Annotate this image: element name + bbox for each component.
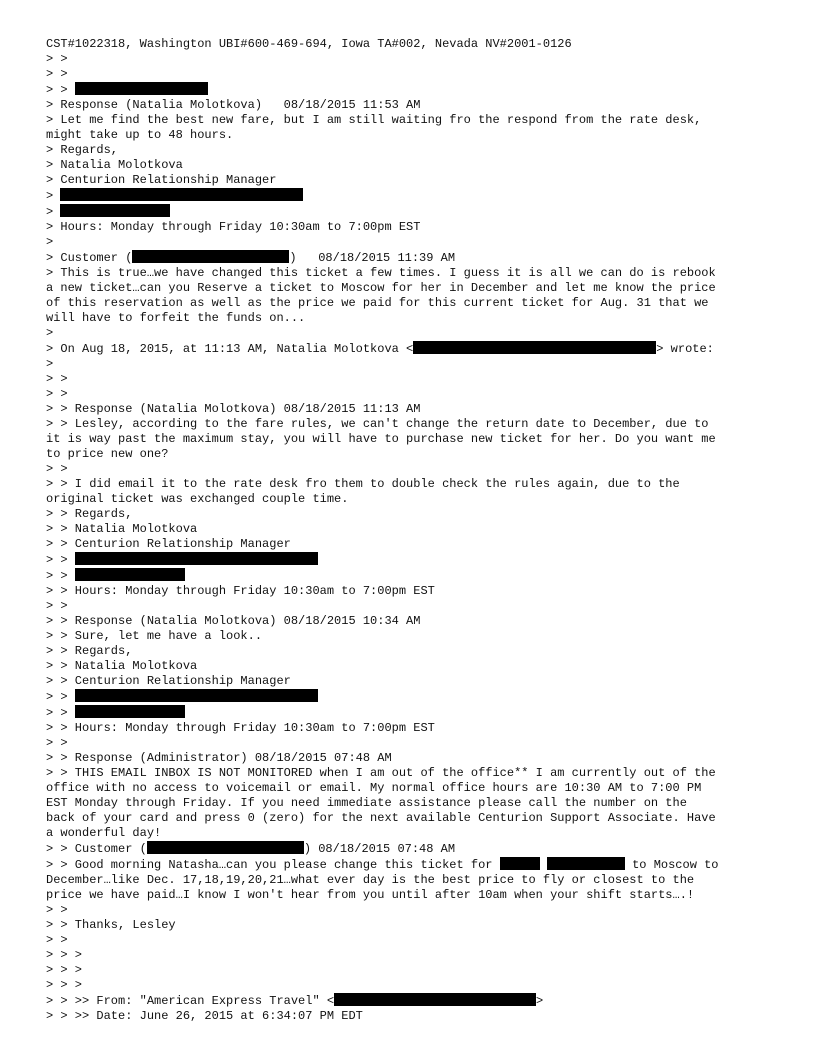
redaction-box bbox=[75, 552, 318, 565]
line-text: > > THIS EMAIL INBOX IS NOT MONITORED when I am out of the office** I am currently out of the office with no access to voicemail or email. My normal office hours are 10:30 AM to 7:00 PM EST Monday through Friday. If you need immediate assistance please call the number on the back of your card and press 0 (zero) for the next available Centurion Support Associate. Have a wonderful day! bbox=[46, 766, 716, 840]
line-text: > wrote: bbox=[656, 342, 714, 356]
line-text: > > bbox=[46, 736, 68, 750]
email-line bbox=[46, 173, 786, 188]
line-text: > > >> Date: June 26, 2015 at 6:34:07 PM EDT bbox=[46, 1009, 363, 1023]
line-text: > > Response (Natalia Molotkova) 08/18/2015 11:13 AM bbox=[46, 402, 421, 416]
line-text bbox=[540, 858, 547, 872]
email-line bbox=[46, 721, 786, 736]
line-text: > > >> From: "American Express Travel" < bbox=[46, 994, 335, 1008]
line-text: > > bbox=[46, 690, 75, 704]
line-text: > > Hours: Monday through Friday 10:30am to 7:00pm EST bbox=[46, 584, 435, 598]
line-text: CST#1022318, Washington UBI#600-469-694, Iowa TA#002, Nevada NV#2001-0126 bbox=[46, 37, 572, 51]
email-line bbox=[46, 204, 786, 220]
redaction-box bbox=[75, 705, 185, 718]
line-text: > > Response (Administrator) 08/18/2015 07:48 AM bbox=[46, 751, 392, 765]
line-text: > > bbox=[46, 903, 68, 917]
line-text: > > bbox=[46, 372, 68, 386]
email-line bbox=[46, 841, 786, 857]
email-line bbox=[46, 98, 786, 113]
email-line bbox=[46, 751, 786, 766]
line-text: > bbox=[46, 205, 61, 219]
email-line bbox=[46, 235, 786, 250]
email-line bbox=[46, 629, 786, 644]
line-text: > > Natalia Molotkova bbox=[46, 659, 198, 673]
line-text: > > Sure, let me have a look.. bbox=[46, 629, 263, 643]
line-text: > Customer ( bbox=[46, 251, 133, 265]
line-text: > > bbox=[46, 933, 68, 947]
email-line bbox=[46, 372, 786, 387]
redaction-box bbox=[75, 568, 185, 581]
line-text: > > bbox=[46, 569, 75, 583]
email-line bbox=[46, 978, 786, 993]
line-text: > > Centurion Relationship Manager bbox=[46, 674, 291, 688]
line-text: > > bbox=[46, 599, 68, 613]
line-text: > > Centurion Relationship Manager bbox=[46, 537, 291, 551]
line-text: > This is true…we have changed this ticket a few times. I guess it is all we can do is rebook a new ticket…can you Reserve a ticket to Moscow for her in December and let me know the price of this reservation as well as the price we paid for this current ticket for Aug. 31 that we will have to forfeit the funds on... bbox=[46, 266, 716, 325]
line-text: > > Regards, bbox=[46, 644, 133, 658]
redaction-box bbox=[60, 188, 303, 201]
line-text: > bbox=[46, 326, 54, 340]
line-text: > > Lesley, according to the fare rules, we can't change the return date to December, due to it is way past the maximum stay, you will have to purchase new ticket for her. Do you want me to price new one? bbox=[46, 417, 716, 461]
email-line bbox=[46, 857, 786, 903]
redaction-box bbox=[132, 250, 289, 263]
email-line bbox=[46, 537, 786, 552]
line-text: > Let me find the best new fare, but I am still waiting fro the respond from the rate desk, might take up to 48 hours. bbox=[46, 113, 702, 142]
line-text: > > > bbox=[46, 948, 83, 962]
email-line bbox=[46, 674, 786, 689]
email-thread-document bbox=[46, 37, 786, 1024]
line-text: > > > bbox=[46, 978, 83, 992]
email-line bbox=[46, 614, 786, 629]
email-line bbox=[46, 158, 786, 173]
email-line bbox=[46, 933, 786, 948]
line-text: > > bbox=[46, 52, 68, 66]
email-line bbox=[46, 507, 786, 522]
email-line bbox=[46, 143, 786, 158]
line-text: > > Regards, bbox=[46, 507, 133, 521]
line-text: > > I did email it to the rate desk fro them to double check the rules again, due to the original ticket was exchanged couple time. bbox=[46, 477, 680, 506]
email-line bbox=[46, 766, 786, 841]
redaction-box bbox=[334, 993, 536, 1006]
redaction-box bbox=[75, 82, 208, 95]
email-line bbox=[46, 689, 786, 705]
redaction-box bbox=[547, 857, 625, 870]
email-line bbox=[46, 266, 786, 326]
line-text: > > bbox=[46, 706, 75, 720]
line-text: ) 08/18/2015 11:39 AM bbox=[289, 251, 456, 265]
line-text: > > bbox=[46, 83, 75, 97]
email-line bbox=[46, 568, 786, 584]
line-text: > bbox=[536, 994, 544, 1008]
line-text: > > bbox=[46, 462, 68, 476]
email-line bbox=[46, 552, 786, 568]
email-line bbox=[46, 948, 786, 963]
email-line bbox=[46, 705, 786, 721]
redaction-box bbox=[500, 857, 540, 870]
email-line bbox=[46, 736, 786, 751]
email-line bbox=[46, 584, 786, 599]
email-line bbox=[46, 477, 786, 507]
email-line bbox=[46, 417, 786, 462]
line-text: > Regards, bbox=[46, 143, 119, 157]
email-line bbox=[46, 402, 786, 417]
email-line bbox=[46, 250, 786, 266]
line-text: > On Aug 18, 2015, at 11:13 AM, Natalia Molotkova < bbox=[46, 342, 414, 356]
email-line bbox=[46, 918, 786, 933]
email-line bbox=[46, 52, 786, 67]
redaction-box bbox=[60, 204, 170, 217]
email-line bbox=[46, 644, 786, 659]
email-line bbox=[46, 357, 786, 372]
line-text: ) 08/18/2015 07:48 AM bbox=[303, 842, 456, 856]
email-line bbox=[46, 341, 786, 357]
email-line bbox=[46, 903, 786, 918]
email-line bbox=[46, 37, 786, 52]
line-text: > Response (Natalia Molotkova) 08/18/2015 11:53 AM bbox=[46, 98, 421, 112]
email-line bbox=[46, 462, 786, 477]
email-line bbox=[46, 522, 786, 537]
email-line bbox=[46, 113, 786, 143]
email-line bbox=[46, 67, 786, 82]
line-text: > > bbox=[46, 67, 68, 81]
redaction-box bbox=[413, 341, 656, 354]
line-text: > > bbox=[46, 387, 68, 401]
email-line bbox=[46, 599, 786, 614]
line-text: > Natalia Molotkova bbox=[46, 158, 183, 172]
redaction-box bbox=[75, 689, 318, 702]
email-line bbox=[46, 220, 786, 235]
line-text: > > bbox=[46, 553, 75, 567]
email-line bbox=[46, 326, 786, 341]
email-line bbox=[46, 963, 786, 978]
line-text: to Moscow to December…like Dec. 17,18,19,20,21…what ever day is the best price to fly or closest to the price we have paid…I know I won't hear from you until after 10am when your shift starts….! bbox=[46, 858, 719, 902]
email-line bbox=[46, 387, 786, 402]
line-text: > bbox=[46, 235, 54, 249]
line-text: > > Good morning Natasha…can you please change this ticket for bbox=[46, 858, 500, 872]
line-text: > Centurion Relationship Manager bbox=[46, 173, 277, 187]
line-text: > > Response (Natalia Molotkova) 08/18/2015 10:34 AM bbox=[46, 614, 421, 628]
email-line bbox=[46, 82, 786, 98]
line-text: > > > bbox=[46, 963, 83, 977]
line-text: > bbox=[46, 357, 54, 371]
line-text: > bbox=[46, 189, 61, 203]
line-text: > > Hours: Monday through Friday 10:30am to 7:00pm EST bbox=[46, 721, 435, 735]
line-text: > > Thanks, Lesley bbox=[46, 918, 176, 932]
redaction-box bbox=[147, 841, 304, 854]
email-line bbox=[46, 1009, 786, 1024]
email-line bbox=[46, 993, 786, 1009]
line-text: > Hours: Monday through Friday 10:30am to 7:00pm EST bbox=[46, 220, 421, 234]
email-line bbox=[46, 188, 786, 204]
line-text: > > Customer ( bbox=[46, 842, 147, 856]
email-line bbox=[46, 659, 786, 674]
line-text: > > Natalia Molotkova bbox=[46, 522, 198, 536]
